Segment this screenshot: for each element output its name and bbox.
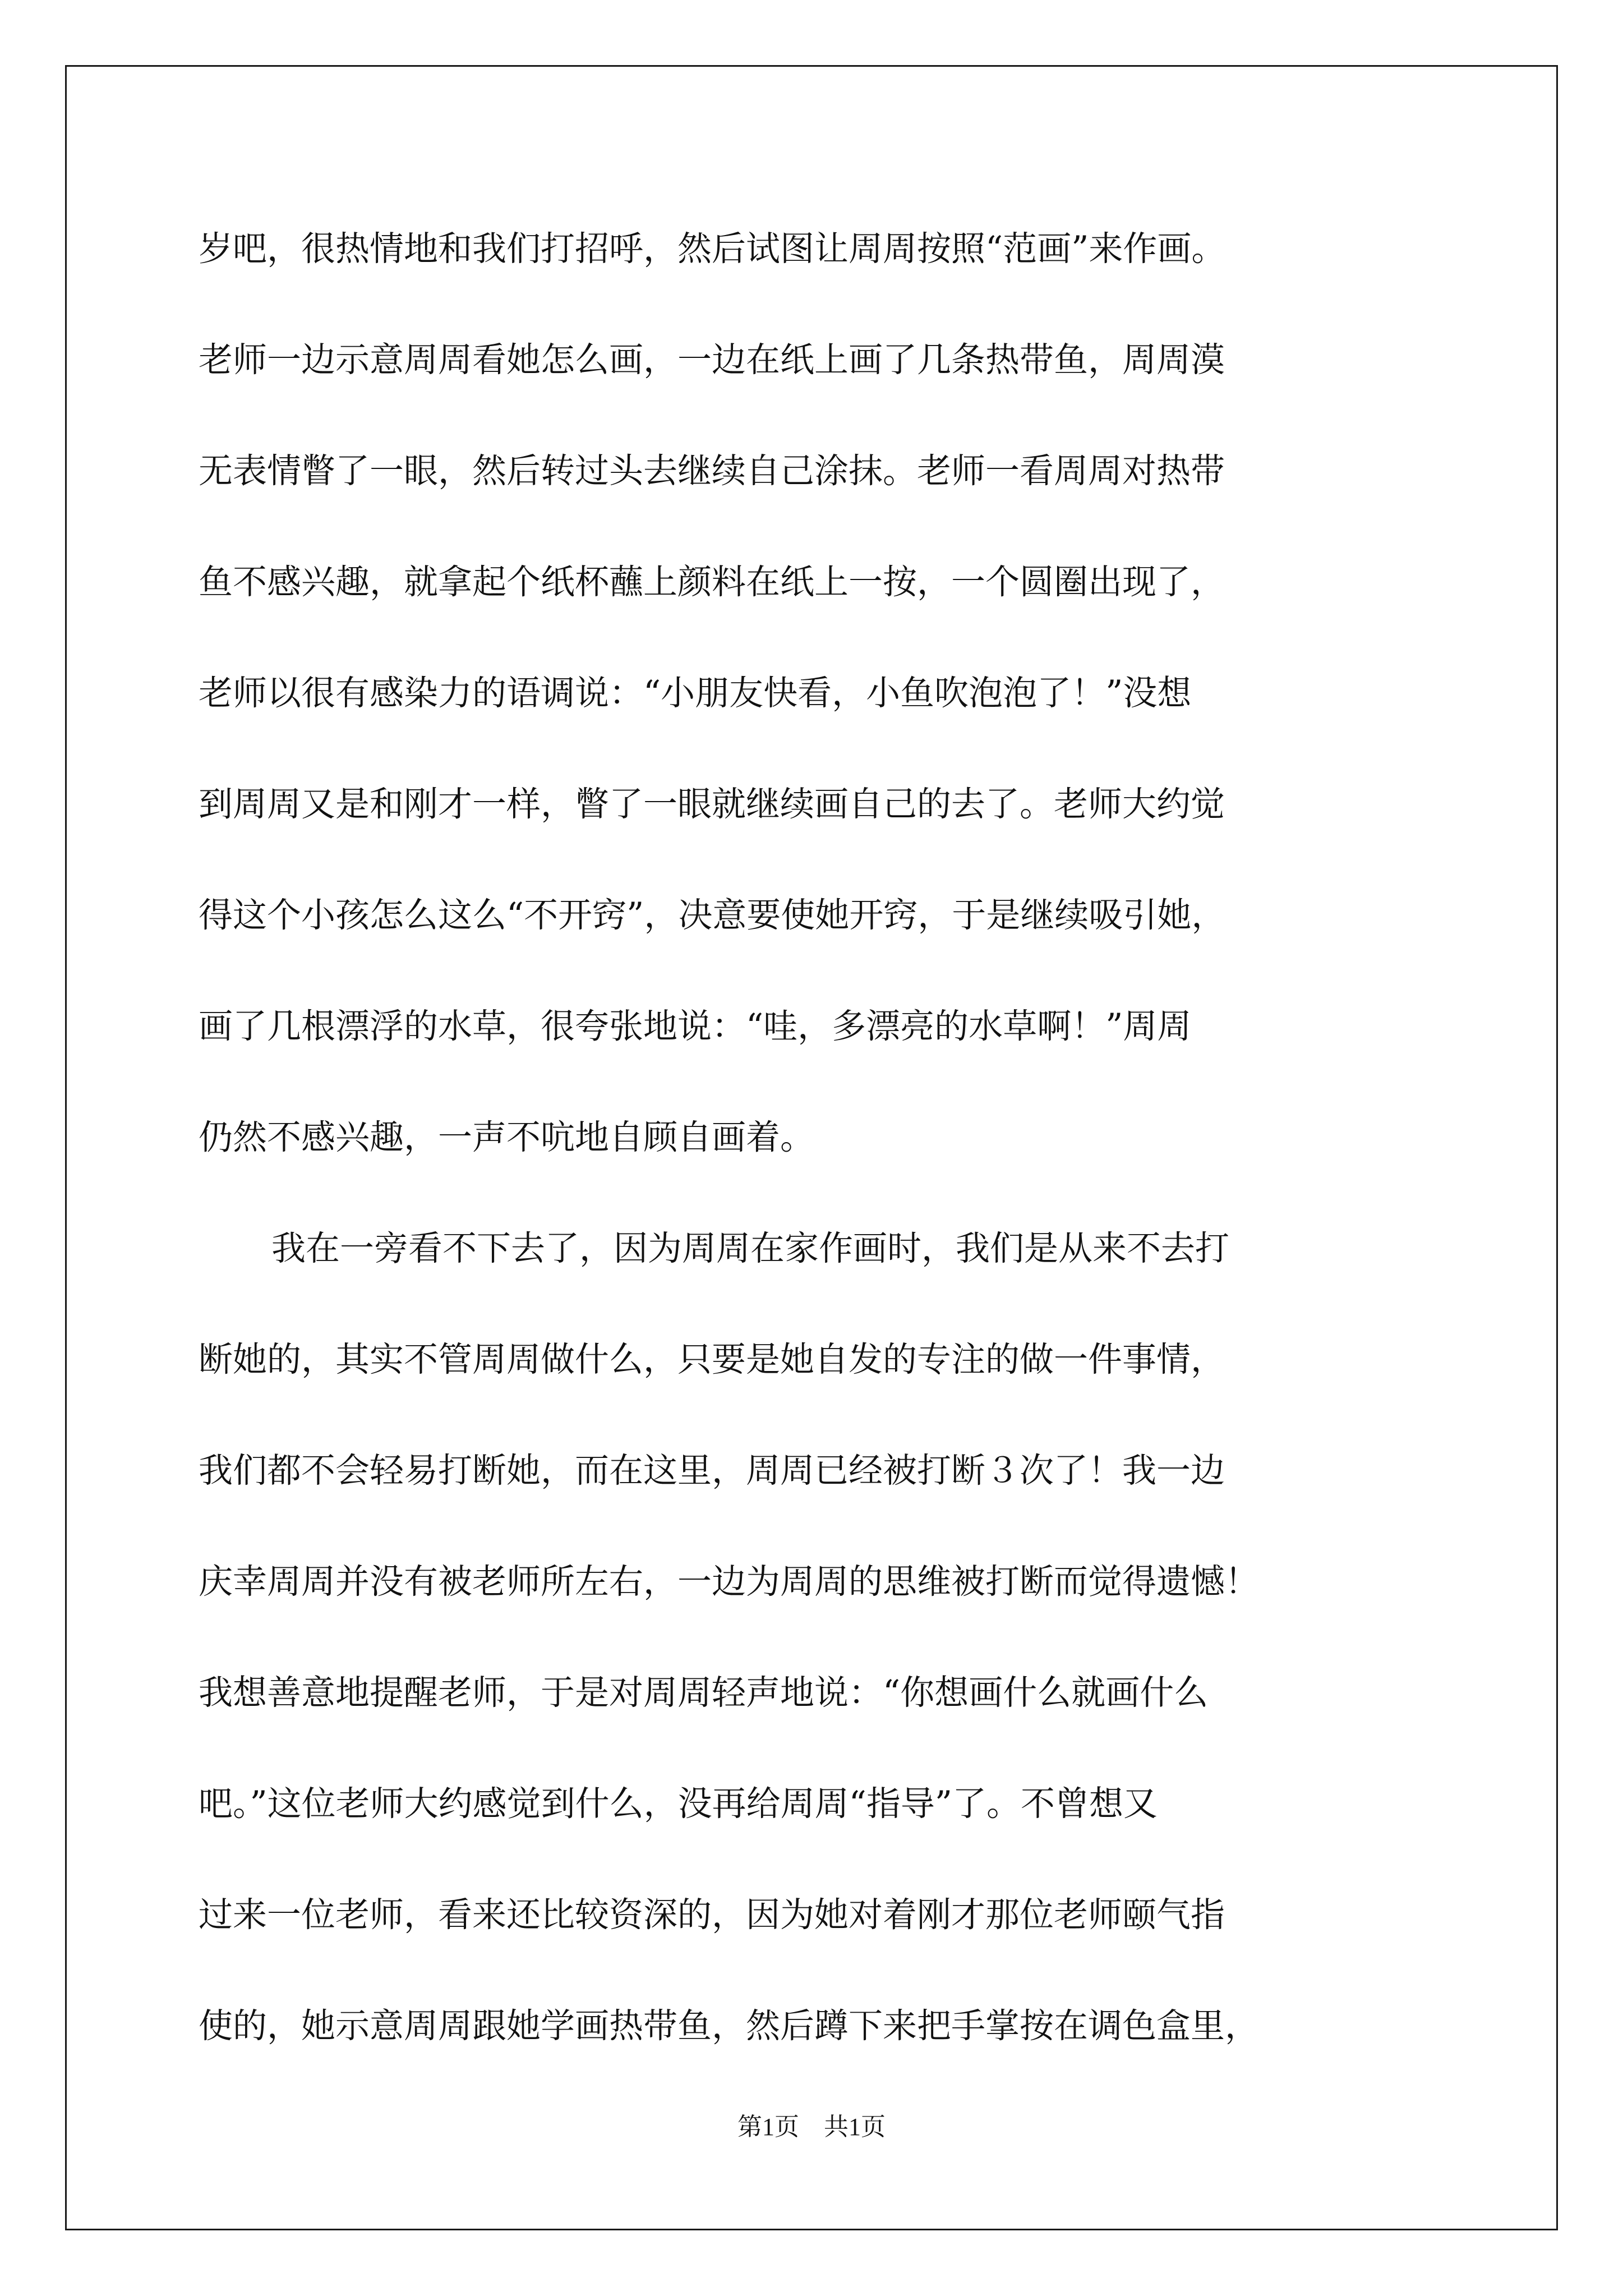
text-line: 到周周又是和刚才一样，瞥了一眼就继续画自己的去了。老师大约觉	[199, 784, 1225, 824]
text-line: 断她的，其实不管周周做什么，只要是她自发的专注的做一件事情，	[199, 1340, 1225, 1379]
text-line: 我想善意地提醒老师，于是对周周轻声地说：“你想画什么就画什么	[199, 1673, 1209, 1713]
paragraph-first-line: 我在一旁看不下去了，因为周周在家作画时，我们是从来不去打	[271, 1228, 1230, 1268]
text-line: 过来一位老师，看来还比较资深的，因为她对着刚才那位老师颐气指	[199, 1895, 1225, 1935]
text-line: 无表情瞥了一眼，然后转过头去继续自己涂抹。老师一看周周对热带	[199, 451, 1225, 491]
text-line: 我们都不会轻易打断她，而在这里，周周已经被打断３次了！我一边	[199, 1451, 1225, 1490]
text-line: 老师以很有感染力的语调说：“小朋友快看，小鱼吹泡泡了！”没想	[199, 673, 1192, 713]
text-line: 鱼不感兴趣，就拿起个纸杯蘸上颜料在纸上一按，一个圆圈出现了，	[199, 562, 1225, 602]
text-line: 庆幸周周并没有被老师所左右，一边为周周的思维被打断而觉得遗憾！	[199, 1562, 1260, 1602]
text-line: 画了几根漂浮的水草，很夸张地说：“哇，多漂亮的水草啊！”周周	[199, 1006, 1192, 1046]
document-body	[199, 194, 1432, 2082]
text-line: 得这个小孩怎么这么“不开窍”，决意要使她开窍，于是继续吸引她，	[199, 895, 1226, 935]
page-footer: 第1页 共1页	[737, 2113, 886, 2141]
text-line: 老师一边示意周周看她怎么画，一边在纸上画了几条热带鱼，周周漠	[199, 340, 1225, 380]
text-line: 岁吧，很热情地和我们打招呼，然后试图让周周按照“范画”来作画。	[199, 229, 1226, 269]
text-line: 吧。”这位老师大约感觉到什么，没再给周周“指导”了。不曾想又	[199, 1784, 1158, 1824]
text-line: 仍然不感兴趣，一声不吭地自顾自画着。	[199, 1117, 815, 1157]
text-line: 使的，她示意周周跟她学画热带鱼，然后蹲下来把手掌按在调色盒里，	[199, 2006, 1260, 2046]
